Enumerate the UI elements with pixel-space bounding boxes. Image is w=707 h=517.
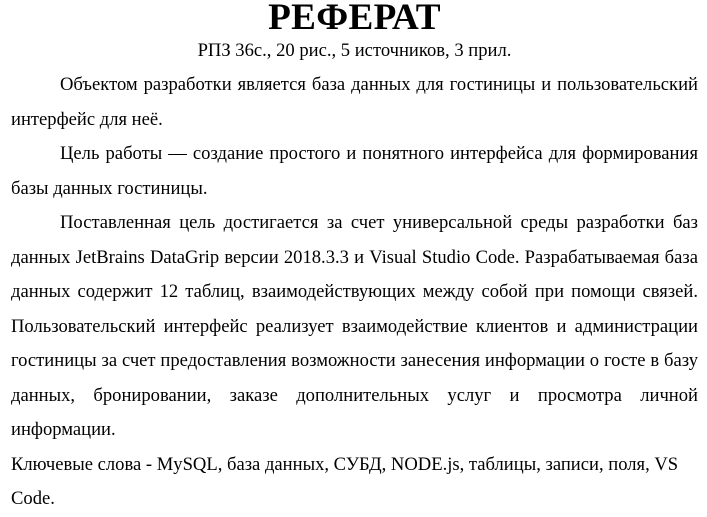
paragraph-method: Поставленная цель достигается за счет универсальной среды разработки баз данных JetBrains DataGrip версии 2018.3.3 и Visual Studio Code. Разрабатываемая база данных содержит 12 таблиц, взаимодействующих между собой при помощи связей. Пользовательский интерфейс реализует взаимодействие клиентов и администрации гостиницы за счет предоставления возможности занесения информации о госте в базу данных, бронировании, заказе дополнительных услуг и просмотра личной информации.: [11, 212, 698, 440]
paragraph-object: Объектом разработки является база данных для гостиницы и пользовательский интерфейс для неё.: [11, 74, 698, 130]
document-summary: РПЗ 36с., 20 рис., 5 источников, 3 прил.: [197, 40, 512, 61]
keywords-line: Ключевые слова - MySQL, база данных, СУБД, NODE.js, таблицы, записи, поля, VS Code.: [11, 453, 679, 509]
document-title: РЕФЕРАТ: [268, 0, 441, 38]
paragraph-goal: Цель работы — создание простого и понятного интерфейса для формирования базы данных гостиницы.: [11, 143, 698, 199]
